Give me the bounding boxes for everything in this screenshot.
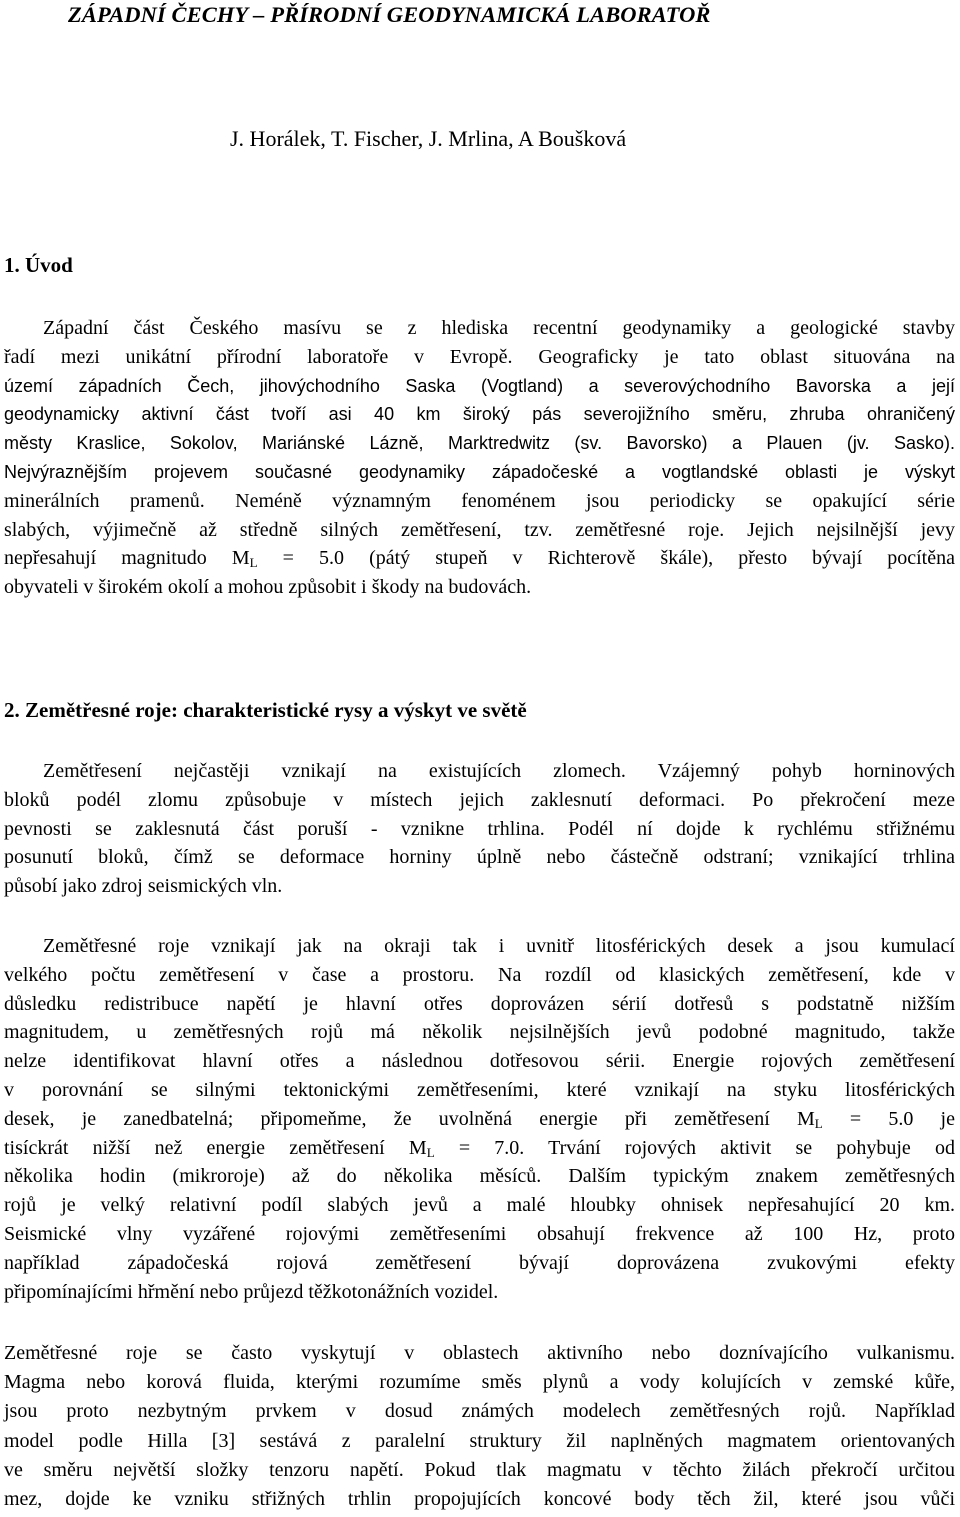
text-line: mez, dojde ke vzniku střižných trhlin propojujících koncové body těch žil, které jsou vůči [4,1487,955,1510]
text-line: Nejvýraznějším projevem současné geodynamiky západočeské a vogtlandské oblasti je výskyt [4,461,955,482]
text-line: Magma nebo korová fluida, kterými rozumíme směs plynů a vody kolujících v zemské kůře, [4,1371,955,1394]
section-heading-swarms: 2. Zemětřesné roje: charakteristické rysy a výskyt ve světě [4,698,527,722]
text-line: Západní část Českého masívu se z hlediska recentní geodynamiky a geologické stavby [43,317,955,339]
text-line: nepřesahují magnitudo $M_L = 5.0$ (pátý stupeň v Richterově škále), přesto bývají pocítěna [4,547,955,571]
text-line: řadí mezi unikátní přírodní laboratoře v Evropě. Geograficky je tato oblast situována na [4,345,955,368]
text-line: jsou proto nezbytným prvkem v dosud známých modelech zemětřesných rojů. Například [4,1400,955,1423]
text-line: Zemětřesné roje vznikají jak na okraji tak i uvnitř litosférických desek a jsou kumulací [43,935,955,957]
text-line: slabých, výjimečně až středně silných zemětřesení, tzv. zemětřesné roje. Jejich nejsilnější jevy [4,518,955,541]
text-line: Zemětřesné roje se často vyskytují v oblastech aktivního nebo doznívajícího vulkanismu. [4,1342,955,1364]
section-heading-intro: 1. Úvod [4,253,73,277]
text-line: velkého počtu zemětřesení v čase a prostoru. Na rozdíl od klasických zemětřesení, kde v [4,963,955,986]
document-title: ZÁPADNÍ ČECHY – PŘÍRODNÍ GEODYNAMICKÁ LABORATOŘ [68,2,711,27]
text-line: minerálních pramenů. Neméně významným fenoménem jsou periodicky se opakující série [4,489,955,512]
text-line: Seismické vlny vyzářené rojovými zemětřeseními obsahují frekvence až 100 Hz, proto [4,1222,955,1245]
text-line: posunutí bloků, čímž se deformace horniny úplně nebo částečně odstraní; vznikající trhlina [4,846,955,869]
swarms-paragraph-3 [4,1339,955,1514]
text-line: ve směru největší složky tenzoru napětí. Pokud tlak magmatu v těchto žilách překročí určitou [4,1458,955,1481]
text-line: městy Kraslice, Sokolov, Mariánské Lázně, Marktredwitz (sv. Bavorsko) a Plauen (jv. Sasko). [4,433,955,454]
text-line: například západočeská rojová zemětřesení bývají doprovázena zvukovými efekty [4,1251,955,1274]
text-line: nelze identifikovat hlavní otřes a následnou dotřesovou sérii. Energie rojových zemětřesení [4,1050,955,1073]
swarms-paragraph-1 [4,757,955,901]
intro-paragraph [4,314,955,602]
text-line: území západních Čech, jihovýchodního Saska (Vogtland) a severovýchodního Bavorska a její [4,375,955,396]
text-line: působí jako zdroj seismických vln. [4,875,283,898]
text-line: bloků podél zlomu způsobuje v místech jejich zaklesnutí deformaci. Po překročení meze [4,788,955,811]
document-authors: J. Horálek, T. Fischer, J. Mrlina, A Boušková [230,126,627,151]
text-line: důsledku redistribuce napětí je hlavní otřes doprovázen sérií dotřesů s podstatně nižším [4,992,955,1015]
swarms-paragraph-2 [4,932,955,1306]
text-line: připomínajícími hřmění nebo průjezd těžkotonážních vozidel. [4,1280,499,1303]
text-line: tisíckrát nižší než energie zemětřesení $M_L = 7.0$. Trvání rojových aktivit se pohybuje od [4,1136,955,1160]
text-line: magnitudem, u zemětřesných rojů má několik nejsilnějších jevů podobné magnitudo, takže [4,1021,955,1044]
text-line: rojů je velký relativní podíl slabých jevů a malé hloubky ohnisek nepřesahující 20 km. [4,1194,955,1217]
text-line: desek, je zanedbatelná; připomeňme, že uvolněná energie při zemětřesení $M_L = 5.0$ je [4,1107,955,1131]
text-line: geodynamicky aktivní část tvoří asi 40 km široký pás severojižního směru, zhruba ohraničený [4,404,955,425]
text-line: obyvateli v širokém okolí a mohou způsobit i škody na budovách. [4,576,532,599]
text-line: model podle Hilla [3] sestává z paralelní struktury žil naplněných magmatem orientovaných [4,1429,955,1452]
text-line: v porovnání se silnými tektonickými zemětřeseními, které vznikají na styku litosférických [4,1078,955,1101]
text-line: Zemětřesení nejčastěji vznikají na existujících zlomech. Vzájemný pohyb horninových [43,760,955,782]
text-line: několika hodin (mikroroje) až do několika měsíců. Dalším typickým znakem zemětřesných [4,1165,955,1188]
text-line: pevnosti se zaklesnutá část poruší - vznikne trhlina. Podél ní dojde k rychlému střižnému [4,817,955,840]
